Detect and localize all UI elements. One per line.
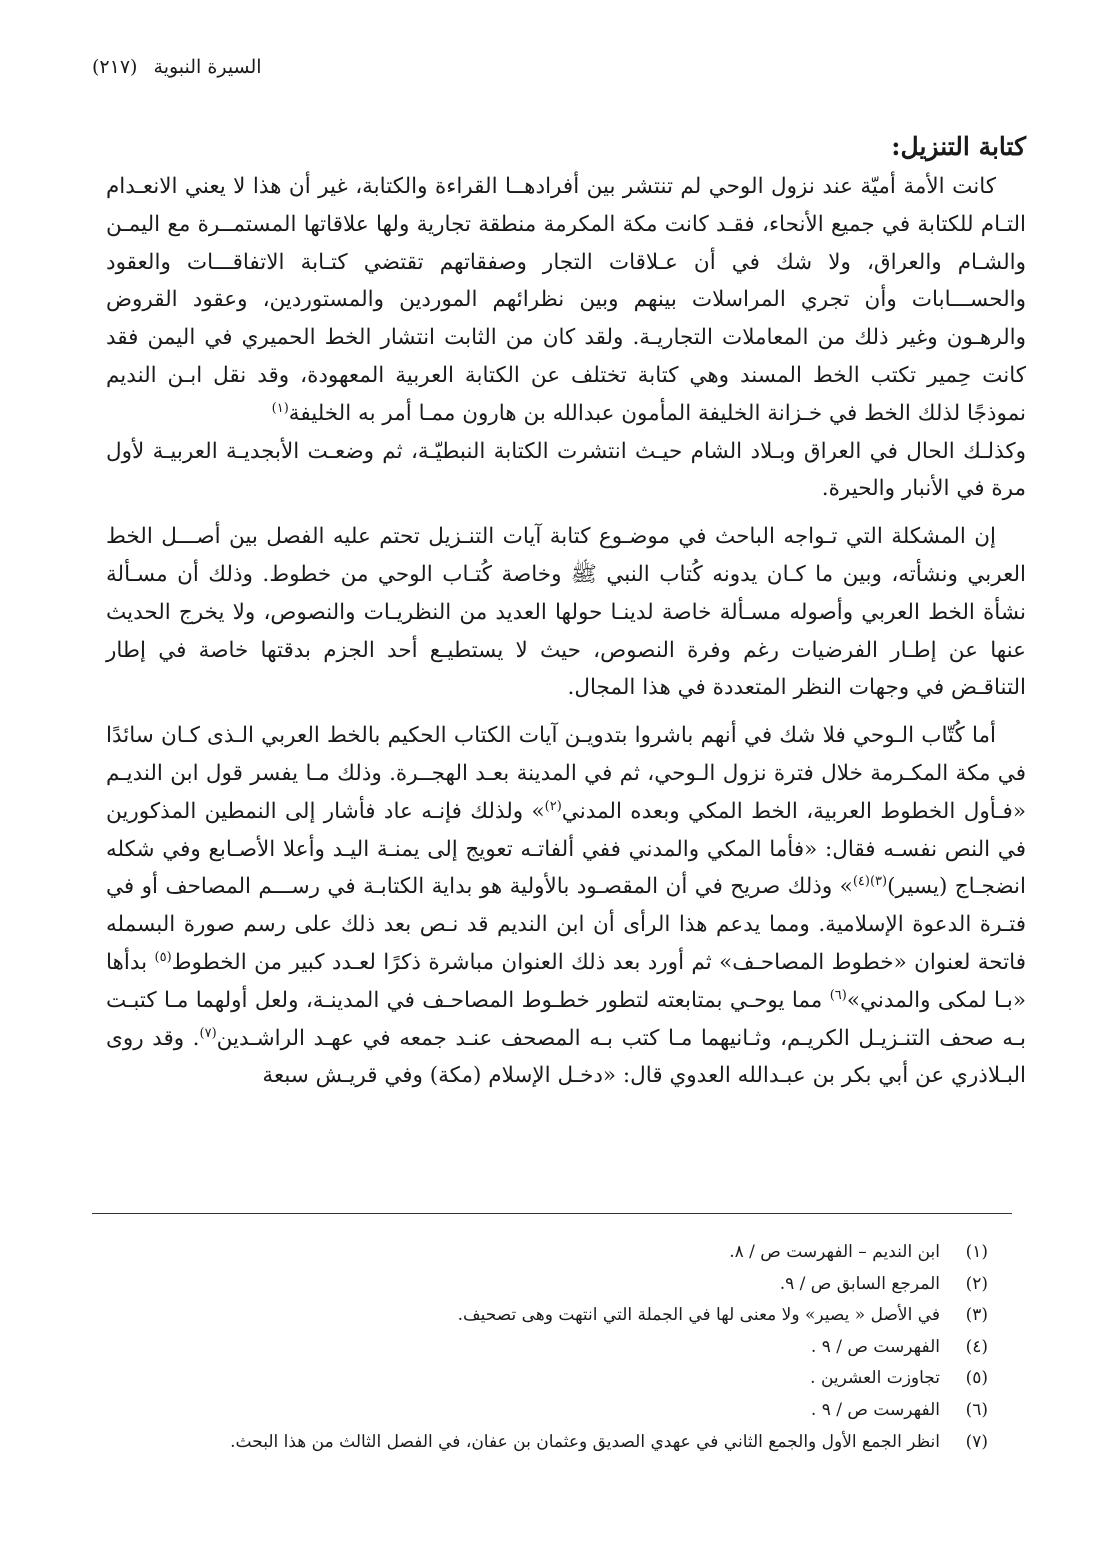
footnote-text: المرجع السابق ص / ٩.: [779, 1273, 940, 1294]
footnote-number: (٣): [965, 1305, 988, 1326]
footnote-ref: (٦): [829, 987, 847, 1003]
paragraph: أما كُتّاب الـوحي فلا شك في أنهم باشروا بتدويـن آيات الكتاب الحكيم بالخط العربي الـذى كـان سائدًا في مكة المكـرمة خلال فترة نزول الـوحي، ثم في المدينة بعـد الهجــرة. وذلك مـا يفسر قول ابن النديـم «فـأول الخطوط العربية، الخط المكي وبعده المدني$^{(٢)}$» ولذلك فإنـه عاد فأشار إلى النمطين المذكورين في النص نفسـه فقال: «فأما المكي والمدني ففي ألفاتـه تعويج إلى يمنـة اليـد وأعلا الأصـابع وفي شكله انضجـاج (يسير)$^{(٣)(٤)}$» وذلك صريح في أن المقصـود بالأولية هو بداية الكتابـة في رســـم المصاحف أو في فتـرة الدعوة الإسلامية. ومما يدعم هذا الرأى أن ابن النديم قد نـص بعد ذلك على رسم صورة البسمله فاتحة لعنوان «خطوط المصاحـف» ثم أورد بعد ذلك العنوان مباشرة ذكرًا لعـدد كبير من الخطوط$^{(٥)}$ بدأها «بـا لمكى والمدني»$^{(٦)}$ مما يوحـي بمتابعته لتطور خطـوط المصاحـف في المدينـة، ولعل أولهما مـا كتبـت بـه صحف التنـزيـل الكريـم، وثـانيهما مـا كتب بـه المصحف عنـد جمعه في عهـد الراشـدين$^{(٧)}$. وقد روى البـلاذري عن أبي بكر بن عبـدالله العدوي قال: «دخـل الإسلام (مكة) وفي قريـش سبعة: [106, 723, 1027, 1089]
footnote-number: (٢): [965, 1273, 988, 1294]
footnote-item: [108, 1332, 988, 1364]
paragraph: إن المشكلة التي تـواجه الباحث في موضـوع كتابة آيات التنـزيل تحتم عليه الفصل بين أصـــل الخط العربي ونشأته، وبين ما كـان يدونه كُتاب النبي ﷺ وخاصة كُتـاب الوحي من خطوط. وذلك أن مسـألة نشأة الخط العربي وأصوله مسـألة خاصة لدينـا حولها العديد من النظريـات والنصوص، ولا يخرج الحديث عنها عن إطـار الفرضيات رغم وفرة النصوص، حيث لا يستطيـع أحد الجزم بدقتها خاصة في إطار التناقـض في وجهات النظر المتعددة في هذا المجال.: [106, 524, 1026, 701]
footnote-ref: (٢): [544, 798, 562, 814]
footnote-number: (٤): [965, 1336, 988, 1357]
footnote-ref: (٧): [199, 1025, 217, 1041]
book-title: السيرة النبوية: [153, 56, 262, 78]
footnote-ref: (٤): [852, 874, 870, 890]
paragraph: وكذلـك الحال في العراق وبـلاد الشام حيـث انتشرت الكتابة النبطيّـة، ثم وضعـت الأبجديـة العربيـة لأول مرة في الأنبار والحيرة.: [106, 438, 1026, 502]
footnote-text: تجاوزت العشرين .: [810, 1368, 940, 1389]
footnote-item: [108, 1269, 988, 1301]
footnote-text: انظر الجمع الأول والجمع الثاني في عهدي الصديق وعثمان بن عفان، في الفصل الثالث من هذا البحث.: [230, 1431, 940, 1452]
footnote-item: [108, 1363, 988, 1395]
page-number: (٢١٧): [92, 56, 138, 78]
footnote-ref: (١): [271, 400, 289, 416]
footnote-text: ابن النديم – الفهرست ص / ٨.: [729, 1242, 940, 1262]
footnote-number: (٥): [965, 1368, 988, 1389]
footnote-number: (١): [965, 1242, 988, 1262]
footnotes-list: [108, 1237, 988, 1458]
running-header: [92, 56, 262, 78]
footnote-item: [108, 1300, 988, 1332]
footnote-divider: [92, 1213, 1012, 1214]
footnote-item: [108, 1395, 988, 1427]
footnote-item: [108, 1237, 988, 1269]
footnote-number: (٧): [965, 1431, 988, 1452]
footnote-text: الفهرست ص / ٩ .: [810, 1336, 940, 1357]
body-text: [106, 168, 1026, 1105]
footnote-text: في الأصل « يصير» ولا معنى لها في الجملة التي انتهت وهى تصحيف.: [457, 1305, 940, 1326]
footnote-item: [108, 1427, 988, 1459]
footnote-number: (٦): [965, 1399, 988, 1420]
footnote-text: الفهرست ص / ٩ .: [810, 1399, 940, 1420]
section-title: كتابة التنزيل:: [891, 132, 1026, 161]
footnote-ref: (٥): [154, 949, 172, 965]
footnote-ref: (٣): [869, 874, 888, 890]
paragraph: كانت الأمة أميّة عند نزول الوحي لم تنتشر بين أفرادهــا القراءة والكتابة، غير أن هذا لا يعني الانعـدام التـام للكتابة في جميع الأنحاء، فقـد كانت مكة المكرمة منطقة تجارية ولها علاقاتها المستمــرة مع اليمـن والشـام والعراق، ولا شك في أن عـلاقات التجار وصفقاتهم تقتضي كتـابة الاتفاقـــات والعقود والحســـابات وأن تجري المراسلات بينهم وبين نظرائهم الموردين والمستوردين، وعقود القروض والرهـون وغير ذلك من المعاملات التجاريـة. ولقد كان من الثابت انتشار الخط الحميري في اليمن فقد كانت حِمير تكتب الخط المسند وهي كتابة تختلف عن الكتابة العربية المعهودة، وقد نقل ابـن النديم نموذجًا لذلك الخط في خـزانة الخليفة المأمون عبدالله بن هارون ممـا أمر به الخليفة$^{(١)}$: [106, 174, 1026, 426]
